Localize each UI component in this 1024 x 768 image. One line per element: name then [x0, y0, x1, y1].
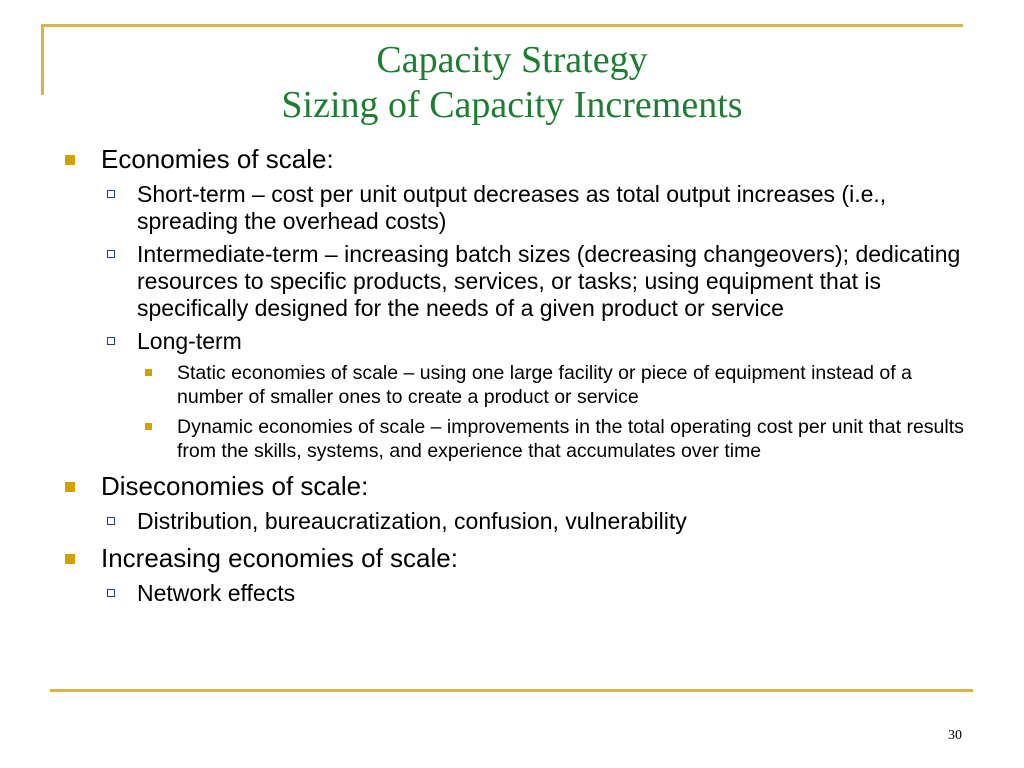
- bullet-item-network-effects: [137, 580, 974, 607]
- bullet-item-intermediate-term: [137, 241, 974, 322]
- left-frame-line: [41, 24, 44, 95]
- bullet-text: Static economies of scale – using one large facility or piece of equipment instead of a number of smaller ones to create a product or service: [177, 362, 912, 408]
- bullet-item-increasing-economies: [64, 543, 974, 574]
- hollow-square-bullet-icon: [107, 589, 115, 597]
- bullet-item-short-term: [137, 181, 974, 235]
- bullet-text: Economies of scale:: [101, 144, 334, 174]
- bullet-list: [64, 144, 974, 607]
- bullet-text: Short-term – cost per unit output decreases as total output increases (i.e., spreading the overhead costs): [137, 181, 887, 234]
- bullet-text: Increasing economies of scale:: [101, 543, 458, 573]
- hollow-square-bullet-icon: [107, 190, 115, 198]
- slide-title-line-1: Capacity Strategy: [376, 39, 648, 81]
- square-bullet-icon: [65, 554, 75, 564]
- square-bullet-icon: [65, 155, 75, 165]
- square-bullet-icon: [145, 423, 152, 430]
- hollow-square-bullet-icon: [107, 517, 115, 525]
- bottom-rule: [50, 689, 973, 692]
- bullet-text: Diseconomies of scale:: [101, 471, 369, 501]
- bullet-item-distribution: [137, 508, 974, 535]
- square-bullet-icon: [145, 369, 152, 376]
- bullet-text: Network effects: [137, 580, 296, 606]
- hollow-square-bullet-icon: [107, 337, 115, 345]
- bullet-item-static-economies: [177, 361, 974, 409]
- slide-title-line-2: Sizing of Capacity Increments: [281, 84, 743, 126]
- square-bullet-icon: [65, 482, 75, 492]
- bullet-text: Dynamic economies of scale – improvements in the total operating cost per unit that results from the skills, systems, and experience that accumulates over time: [177, 416, 964, 462]
- bullet-text: Intermediate-term – increasing batch sizes (decreasing changeovers); dedicating resources to specific products, services, or tasks; using equipment that is specifically designed for the needs of a given product or service: [137, 241, 961, 321]
- bullet-item-diseconomies-of-scale: [64, 471, 974, 502]
- bullet-item-long-term: [137, 328, 974, 355]
- slide-title: [100, 38, 924, 128]
- page-number: 30: [948, 728, 962, 743]
- bullet-item-dynamic-economies: [177, 415, 974, 463]
- bullet-item-economies-of-scale: [64, 144, 974, 175]
- bullet-text: Distribution, bureaucratization, confusion, vulnerability: [137, 508, 687, 534]
- bullet-text: Long-term: [137, 328, 242, 354]
- hollow-square-bullet-icon: [107, 250, 115, 258]
- top-frame-line: [41, 24, 963, 27]
